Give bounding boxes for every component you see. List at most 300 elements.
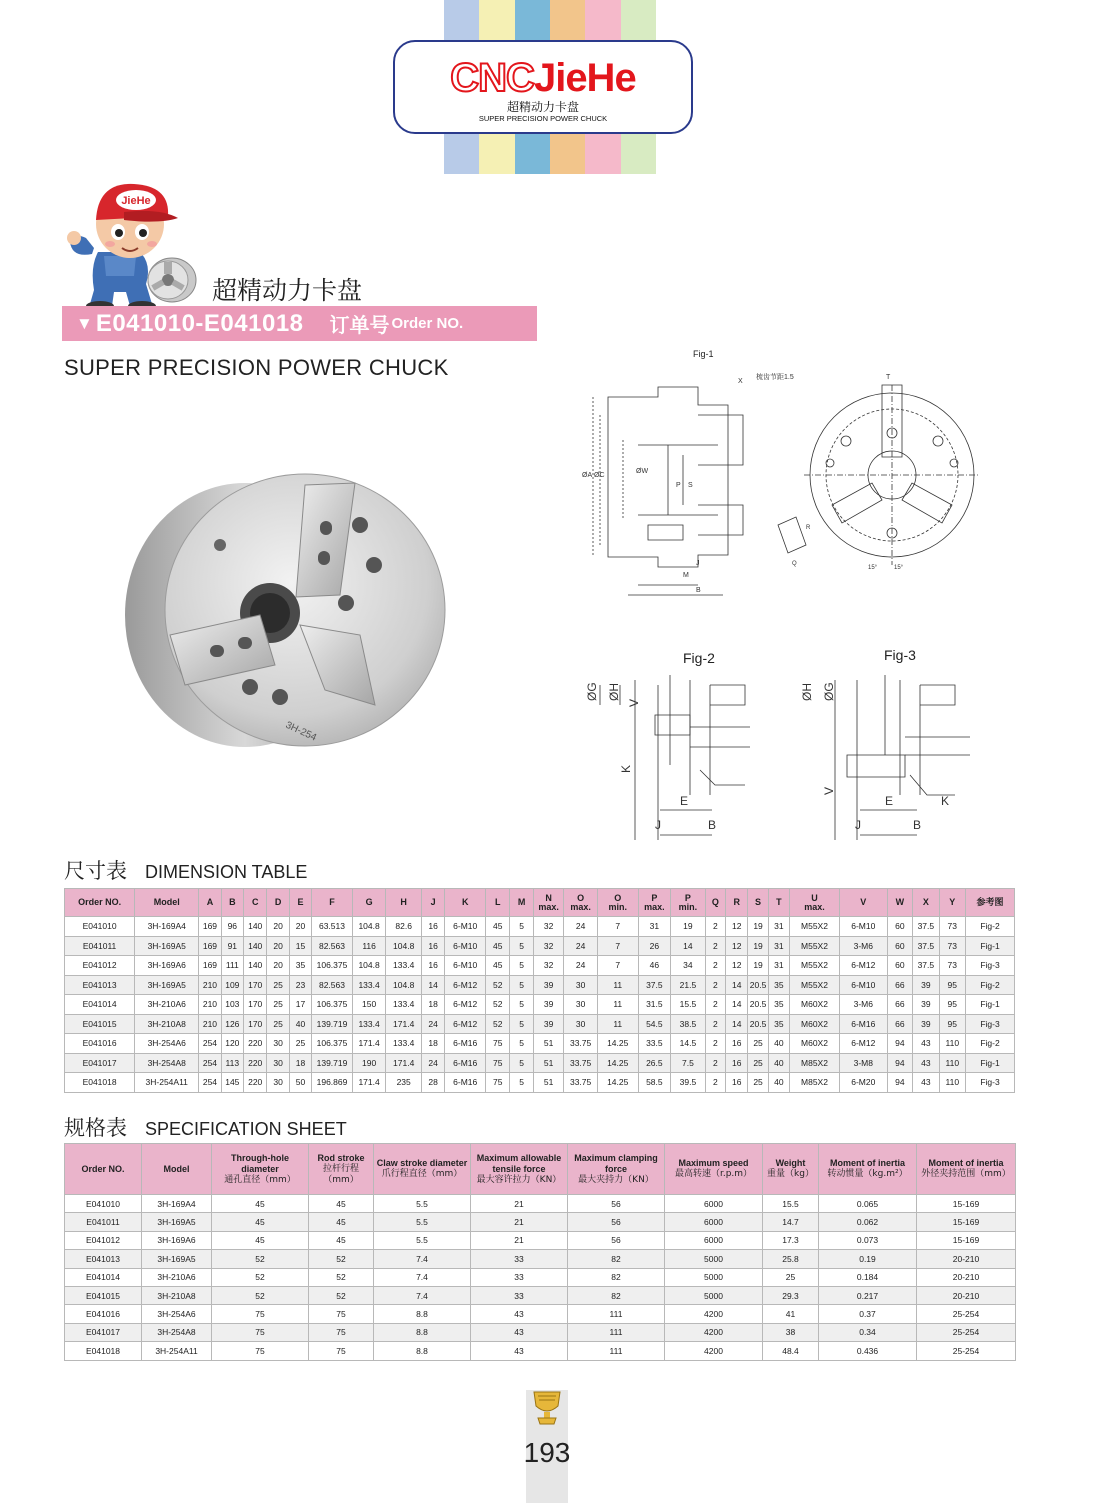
spec-cell: 3H-169A6 bbox=[142, 1231, 212, 1249]
spec-cell: 82 bbox=[568, 1286, 665, 1304]
dimension-col-header: F bbox=[312, 889, 353, 917]
svg-text:T: T bbox=[886, 374, 891, 381]
dimension-cell: 20 bbox=[289, 917, 311, 937]
spec-col-header-cn: 最大夹持力（KN） bbox=[578, 1174, 654, 1185]
dimension-cell: 6-M12 bbox=[839, 956, 887, 976]
spec-cell: 52 bbox=[309, 1250, 374, 1268]
dimension-cell: 5 bbox=[510, 995, 533, 1015]
dimension-cell: 94 bbox=[887, 1073, 912, 1093]
spec-col-header-en: Maximum clamping force bbox=[574, 1152, 658, 1174]
svg-text:B: B bbox=[708, 818, 717, 832]
spec-cell: 21 bbox=[471, 1231, 568, 1249]
dimension-col-header: S bbox=[748, 889, 768, 917]
dimension-cell: 66 bbox=[887, 995, 912, 1015]
dimension-cell: 104.8 bbox=[352, 956, 386, 976]
spec-cell: 56 bbox=[568, 1231, 665, 1249]
dimension-table-row bbox=[65, 1034, 1015, 1054]
spec-table-header bbox=[65, 1144, 1016, 1195]
svg-text:R: R bbox=[806, 525, 811, 531]
dimension-heading-en: DIMENSION TABLE bbox=[145, 862, 308, 882]
dimension-col-header: E bbox=[289, 889, 311, 917]
dimension-cell: 110 bbox=[939, 1073, 965, 1093]
dimension-col-header: A bbox=[199, 889, 221, 917]
spec-col-header bbox=[309, 1144, 374, 1195]
dimension-cell: 2 bbox=[705, 956, 725, 976]
dimension-col-header: G bbox=[352, 889, 386, 917]
dimension-table-row bbox=[65, 975, 1015, 995]
dimension-cell: 11 bbox=[597, 995, 638, 1015]
dimension-cell: 15 bbox=[289, 936, 311, 956]
spec-heading-cn: 规格表 bbox=[64, 1116, 127, 1140]
spec-cell: 8.8 bbox=[374, 1323, 471, 1341]
dimension-cell: 73 bbox=[939, 956, 965, 976]
dimension-col-header: J bbox=[421, 889, 444, 917]
dimension-cell: M60X2 bbox=[790, 1034, 840, 1054]
svg-text:B: B bbox=[913, 818, 922, 832]
spec-cell: E041018 bbox=[65, 1342, 142, 1360]
spec-cell: 111 bbox=[568, 1305, 665, 1323]
dimension-cell: 31 bbox=[768, 956, 789, 976]
dimension-cell: 14 bbox=[421, 975, 444, 995]
dimension-cell: 110 bbox=[939, 1053, 965, 1073]
svg-text:M: M bbox=[683, 572, 689, 579]
brand-wordmark bbox=[395, 56, 691, 100]
fig3-drawing bbox=[795, 645, 985, 840]
dimension-cell: 16 bbox=[726, 1053, 748, 1073]
dimension-cell: 24 bbox=[421, 1014, 444, 1034]
dimension-cell: 20.5 bbox=[748, 1014, 768, 1034]
dimension-cell: 25 bbox=[748, 1053, 768, 1073]
dimension-cell: 254 bbox=[199, 1034, 221, 1054]
dimension-cell: 5 bbox=[510, 956, 533, 976]
dimension-cell: 17 bbox=[289, 995, 311, 1015]
spec-col-header-en: Maximum speed bbox=[678, 1158, 749, 1168]
dimension-cell: 145 bbox=[221, 1073, 243, 1093]
spec-cell: 25.8 bbox=[763, 1250, 819, 1268]
spec-col-header bbox=[819, 1144, 917, 1195]
dimension-cell: 11 bbox=[597, 975, 638, 995]
dimension-cell: 35 bbox=[289, 956, 311, 976]
spec-cell: E041013 bbox=[65, 1250, 142, 1268]
dimension-col-header: P max. bbox=[638, 889, 671, 917]
spec-cell: 29.3 bbox=[763, 1286, 819, 1304]
svg-text:E: E bbox=[680, 794, 689, 808]
dimension-cell: 40 bbox=[768, 1053, 789, 1073]
dimension-cell: 3-M6 bbox=[839, 936, 887, 956]
dimension-cell: 96 bbox=[221, 917, 243, 937]
dimension-cell: 190 bbox=[352, 1053, 386, 1073]
spec-cell: 20-210 bbox=[917, 1250, 1016, 1268]
dimension-cell: E041010 bbox=[65, 917, 135, 937]
dimension-cell: 75 bbox=[486, 1053, 510, 1073]
dimension-cell: 20.5 bbox=[748, 975, 768, 995]
dimension-col-header: L bbox=[486, 889, 510, 917]
dimension-cell: 2 bbox=[705, 1034, 725, 1054]
dimension-cell: 20 bbox=[267, 936, 289, 956]
spec-cell: 6000 bbox=[665, 1213, 763, 1231]
dimension-cell: 120 bbox=[221, 1034, 243, 1054]
spec-col-header bbox=[142, 1144, 212, 1195]
dimension-cell: 30 bbox=[267, 1034, 289, 1054]
dimension-cell: 170 bbox=[244, 975, 267, 995]
dimension-cell: 5 bbox=[510, 1053, 533, 1073]
dimension-cell: M55X2 bbox=[790, 936, 840, 956]
dimension-cell: 140 bbox=[244, 936, 267, 956]
dimension-col-header: K bbox=[445, 889, 486, 917]
dimension-cell: 133.4 bbox=[386, 995, 422, 1015]
dimension-cell: 58.5 bbox=[638, 1073, 671, 1093]
spec-cell: 43 bbox=[471, 1323, 568, 1341]
dimension-cell: 37.5 bbox=[638, 975, 671, 995]
dimension-cell: Fig-1 bbox=[966, 936, 1015, 956]
spec-cell: E041017 bbox=[65, 1323, 142, 1341]
spec-cell: 4200 bbox=[665, 1323, 763, 1341]
svg-text:E: E bbox=[885, 794, 894, 808]
dimension-table-row bbox=[65, 936, 1015, 956]
spec-cell: 111 bbox=[568, 1323, 665, 1341]
dimension-cell: 20.5 bbox=[748, 995, 768, 1015]
dimension-cell: 3H-169A5 bbox=[135, 936, 199, 956]
dimension-col-header: O max. bbox=[564, 889, 598, 917]
spec-cell: 21 bbox=[471, 1195, 568, 1213]
dimension-cell: 52 bbox=[486, 995, 510, 1015]
spec-cell: 8.8 bbox=[374, 1342, 471, 1360]
spec-col-header-cn: 外径夹持范围（mm） bbox=[921, 1169, 1011, 1179]
dimension-cell: 6-M16 bbox=[445, 1034, 486, 1054]
spec-cell: 56 bbox=[568, 1213, 665, 1231]
spec-cell: 3H-210A8 bbox=[142, 1286, 212, 1304]
dimension-col-header: T bbox=[768, 889, 789, 917]
dimension-cell: 60 bbox=[887, 936, 912, 956]
fig1-label: Fig-1 bbox=[693, 349, 714, 359]
spec-cell: 45 bbox=[309, 1195, 374, 1213]
spec-cell: 25-254 bbox=[917, 1342, 1016, 1360]
dimension-cell: 6-M16 bbox=[839, 1014, 887, 1034]
dimension-cell: 45 bbox=[486, 917, 510, 937]
dimension-col-header: B bbox=[221, 889, 243, 917]
dimension-cell: 51 bbox=[533, 1034, 564, 1054]
dimension-cell: 45 bbox=[486, 956, 510, 976]
spec-cell: 45 bbox=[212, 1195, 309, 1213]
dimension-cell: 39 bbox=[533, 995, 564, 1015]
dimension-cell: 133.4 bbox=[352, 1014, 386, 1034]
dimension-col-header: X bbox=[913, 889, 939, 917]
dimension-table-row bbox=[65, 1014, 1015, 1034]
dimension-table-heading bbox=[64, 855, 307, 885]
dimension-cell: 16 bbox=[421, 956, 444, 976]
dimension-cell: 139.719 bbox=[312, 1053, 353, 1073]
spec-cell: E041014 bbox=[65, 1268, 142, 1286]
dimension-cell: 14 bbox=[726, 995, 748, 1015]
dimension-cell: 150 bbox=[352, 995, 386, 1015]
spec-col-header bbox=[665, 1144, 763, 1195]
spec-cell: 5.5 bbox=[374, 1213, 471, 1231]
spec-table-row bbox=[65, 1268, 1016, 1286]
dimension-cell: E041016 bbox=[65, 1034, 135, 1054]
dimension-cell: M85X2 bbox=[790, 1053, 840, 1073]
dimension-cell: 6-M10 bbox=[839, 917, 887, 937]
dimension-cell: 73 bbox=[939, 917, 965, 937]
dimension-cell: 6-M20 bbox=[839, 1073, 887, 1093]
dimension-cell: 6-M12 bbox=[445, 995, 486, 1015]
fig1-drawing bbox=[578, 345, 998, 600]
dimension-cell: 2 bbox=[705, 1014, 725, 1034]
svg-text:X: X bbox=[738, 378, 743, 385]
dimension-cell: 2 bbox=[705, 917, 725, 937]
dimension-cell: M55X2 bbox=[790, 956, 840, 976]
spec-cell: 7.4 bbox=[374, 1250, 471, 1268]
svg-text:V: V bbox=[822, 786, 836, 795]
dimension-cell: Fig-1 bbox=[966, 1053, 1015, 1073]
brand-jiehe: JieHe bbox=[533, 56, 636, 100]
spec-cell: 38 bbox=[763, 1323, 819, 1341]
product-title-en: SUPER PRECISION POWER CHUCK bbox=[64, 355, 449, 380]
spec-cell: E041012 bbox=[65, 1231, 142, 1249]
mascot-cap-text: JieHe bbox=[121, 195, 151, 207]
spec-cell: 25 bbox=[763, 1268, 819, 1286]
dimension-table-row bbox=[65, 1073, 1015, 1093]
dimension-cell: E041018 bbox=[65, 1073, 135, 1093]
spec-cell: 0.436 bbox=[819, 1342, 917, 1360]
dimension-cell: 171.4 bbox=[352, 1034, 386, 1054]
dimension-cell: E041015 bbox=[65, 1014, 135, 1034]
spec-cell: 33 bbox=[471, 1268, 568, 1286]
spec-col-header-en: Model bbox=[163, 1163, 190, 1174]
fig2-drawing bbox=[580, 645, 770, 840]
spec-cell: 52 bbox=[212, 1250, 309, 1268]
dimension-cell: 52 bbox=[486, 975, 510, 995]
spec-cell: 33 bbox=[471, 1250, 568, 1268]
spec-cell: 0.37 bbox=[819, 1305, 917, 1323]
spec-cell: 45 bbox=[309, 1213, 374, 1231]
dimension-cell: 3H-169A5 bbox=[135, 975, 199, 995]
dimension-cell: 32 bbox=[533, 917, 564, 937]
dimension-cell: 5 bbox=[510, 975, 533, 995]
dimension-cell: Fig-2 bbox=[966, 917, 1015, 937]
spec-cell: 3H-254A8 bbox=[142, 1323, 212, 1341]
spec-cell: 15-169 bbox=[917, 1195, 1016, 1213]
dimension-cell: 21.5 bbox=[671, 975, 706, 995]
dimension-cell: 14.25 bbox=[597, 1034, 638, 1054]
dimension-cell: 16 bbox=[421, 917, 444, 937]
dimension-cell: 26 bbox=[638, 936, 671, 956]
dimension-cell: 30 bbox=[267, 1073, 289, 1093]
dimension-col-header: R bbox=[726, 889, 748, 917]
spec-cell: 0.217 bbox=[819, 1286, 917, 1304]
dimension-cell: M85X2 bbox=[790, 1073, 840, 1093]
spec-cell: 6000 bbox=[665, 1231, 763, 1249]
spec-cell: 43 bbox=[471, 1305, 568, 1323]
triangle-down-icon: ▼ bbox=[76, 313, 93, 333]
dimension-cell: 95 bbox=[939, 1014, 965, 1034]
spec-cell: 52 bbox=[309, 1268, 374, 1286]
spec-cell: 4200 bbox=[665, 1305, 763, 1323]
dimension-cell: E041013 bbox=[65, 975, 135, 995]
dimension-cell: 40 bbox=[768, 1073, 789, 1093]
svg-text:J: J bbox=[855, 818, 861, 832]
dimension-cell: 7 bbox=[597, 917, 638, 937]
dimension-cell: 106.375 bbox=[312, 1034, 353, 1054]
spec-col-header bbox=[374, 1144, 471, 1195]
spec-col-header bbox=[65, 1144, 142, 1195]
dimension-cell: E041017 bbox=[65, 1053, 135, 1073]
dimension-cell: 2 bbox=[705, 1073, 725, 1093]
dimension-cell: M55X2 bbox=[790, 975, 840, 995]
spec-cell: 21 bbox=[471, 1213, 568, 1231]
spec-cell: 45 bbox=[212, 1213, 309, 1231]
brand-subtitle-en: SUPER PRECISION POWER CHUCK bbox=[478, 114, 608, 123]
dimension-col-header: Q bbox=[705, 889, 725, 917]
dimension-cell: 75 bbox=[486, 1034, 510, 1054]
spec-table-row bbox=[65, 1286, 1016, 1304]
dimension-cell: 254 bbox=[199, 1053, 221, 1073]
dimension-cell: 37.5 bbox=[913, 917, 939, 937]
dimension-cell: 2 bbox=[705, 975, 725, 995]
dimension-cell: 52 bbox=[486, 1014, 510, 1034]
dimension-col-header: U max. bbox=[790, 889, 840, 917]
spec-cell: 5.5 bbox=[374, 1195, 471, 1213]
dimension-cell: 51 bbox=[533, 1073, 564, 1093]
dimension-cell: 43 bbox=[913, 1073, 939, 1093]
svg-text:ØH: ØH bbox=[607, 683, 621, 701]
dimension-cell: 106.375 bbox=[312, 956, 353, 976]
chuck-product-image bbox=[110, 465, 540, 750]
spec-cell: 5.5 bbox=[374, 1231, 471, 1249]
dimension-cell: 2 bbox=[705, 995, 725, 1015]
dimension-cell: 82.6 bbox=[386, 917, 422, 937]
mascot-illustration bbox=[60, 172, 200, 310]
spec-col-header-en: Moment of inertia bbox=[829, 1158, 905, 1168]
dimension-cell: 31 bbox=[768, 936, 789, 956]
dimension-cell: 31.5 bbox=[638, 995, 671, 1015]
dimension-cell: 39.5 bbox=[671, 1073, 706, 1093]
spec-cell: 0.062 bbox=[819, 1213, 917, 1231]
spec-cell: 0.34 bbox=[819, 1323, 917, 1341]
dimension-col-header: O min. bbox=[597, 889, 638, 917]
dimension-cell: 110 bbox=[939, 1034, 965, 1054]
dimension-cell: 35 bbox=[768, 995, 789, 1015]
spec-table-row bbox=[65, 1231, 1016, 1249]
dimension-cell: 34 bbox=[671, 956, 706, 976]
spec-cell: 75 bbox=[309, 1323, 374, 1341]
dimension-cell: 16 bbox=[726, 1073, 748, 1093]
dimension-cell: Fig-3 bbox=[966, 1073, 1015, 1093]
spec-col-header-cn: 重量（kg） bbox=[767, 1169, 814, 1179]
order-label-en: Order NO. bbox=[391, 315, 464, 332]
dimension-cell: 38.5 bbox=[671, 1014, 706, 1034]
dimension-cell: 220 bbox=[244, 1034, 267, 1054]
dimension-cell: 3H-169A4 bbox=[135, 917, 199, 937]
dimension-cell: 23 bbox=[289, 975, 311, 995]
dimension-cell: 116 bbox=[352, 936, 386, 956]
spec-table-row bbox=[65, 1195, 1016, 1213]
dimension-cell: 73 bbox=[939, 936, 965, 956]
dimension-table-row bbox=[65, 917, 1015, 937]
spec-cell: 3H-254A11 bbox=[142, 1342, 212, 1360]
dimension-cell: 2 bbox=[705, 936, 725, 956]
dimension-cell: E041014 bbox=[65, 995, 135, 1015]
dimension-cell: 109 bbox=[221, 975, 243, 995]
spec-cell: 75 bbox=[309, 1342, 374, 1360]
spec-col-header bbox=[212, 1144, 309, 1195]
dimension-cell: 14 bbox=[726, 975, 748, 995]
dimension-cell: 140 bbox=[244, 956, 267, 976]
dimension-table-row bbox=[65, 995, 1015, 1015]
dimension-cell: 133.4 bbox=[386, 1034, 422, 1054]
svg-text:15°: 15° bbox=[894, 565, 904, 571]
spec-cell: 3H-169A5 bbox=[142, 1250, 212, 1268]
dimension-cell: 30 bbox=[267, 1053, 289, 1073]
spec-cell: 52 bbox=[212, 1286, 309, 1304]
dimension-cell: 6-M12 bbox=[445, 975, 486, 995]
dimension-cell: 94 bbox=[887, 1053, 912, 1073]
dimension-cell: 103 bbox=[221, 995, 243, 1015]
dimension-col-header: D bbox=[267, 889, 289, 917]
spec-col-header-en: Weight bbox=[775, 1158, 806, 1168]
spec-cell: 7.4 bbox=[374, 1286, 471, 1304]
order-label-cn: 订单号 bbox=[329, 313, 390, 337]
spec-col-header-en: Maximum allowable tensile force bbox=[476, 1152, 562, 1174]
dimension-cell: 18 bbox=[289, 1053, 311, 1073]
dimension-cell: 12 bbox=[726, 917, 748, 937]
spec-cell: 4200 bbox=[665, 1342, 763, 1360]
dimension-cell: 40 bbox=[768, 1034, 789, 1054]
dimension-cell: 94 bbox=[887, 1034, 912, 1054]
spec-cell: 3H-169A5 bbox=[142, 1213, 212, 1231]
dimension-cell: 33.75 bbox=[564, 1034, 598, 1054]
dimension-cell: 31 bbox=[768, 917, 789, 937]
dimension-cell: 169 bbox=[199, 917, 221, 937]
fig3-label: Fig-3 bbox=[884, 647, 916, 663]
spec-table bbox=[64, 1143, 1016, 1361]
dimension-cell: E041012 bbox=[65, 956, 135, 976]
dimension-cell: 60 bbox=[887, 917, 912, 937]
dimension-cell: 25 bbox=[748, 1034, 768, 1054]
spec-table-row bbox=[65, 1342, 1016, 1360]
dimension-cell: 220 bbox=[244, 1053, 267, 1073]
spec-col-header bbox=[917, 1144, 1016, 1195]
dimension-cell: 139.719 bbox=[312, 1014, 353, 1034]
dimension-cell: 39 bbox=[533, 1014, 564, 1034]
svg-text:J: J bbox=[696, 560, 700, 567]
dimension-cell: 210 bbox=[199, 1014, 221, 1034]
chuck-marking: 3H-254 bbox=[283, 719, 319, 744]
dimension-col-header: Order NO. bbox=[65, 889, 135, 917]
svg-text:P: P bbox=[676, 482, 681, 489]
dimension-cell: 46 bbox=[638, 956, 671, 976]
dimension-cell: 18 bbox=[421, 1034, 444, 1054]
dimension-cell: 16 bbox=[421, 936, 444, 956]
spec-cell: E041010 bbox=[65, 1195, 142, 1213]
fig2-label: Fig-2 bbox=[683, 650, 715, 666]
dimension-cell: M55X2 bbox=[790, 917, 840, 937]
dimension-table bbox=[64, 888, 1015, 1093]
dimension-cell: 111 bbox=[221, 956, 243, 976]
dimension-cell: 45 bbox=[486, 936, 510, 956]
spec-cell: 14.7 bbox=[763, 1213, 819, 1231]
spec-cell: 41 bbox=[763, 1305, 819, 1323]
dimension-cell: 24 bbox=[421, 1053, 444, 1073]
brand-logo bbox=[393, 40, 693, 134]
dimension-cell: 170 bbox=[244, 995, 267, 1015]
dimension-cell: 3H-254A6 bbox=[135, 1034, 199, 1054]
spec-cell: 3H-169A4 bbox=[142, 1195, 212, 1213]
dimension-cell: 32 bbox=[533, 936, 564, 956]
dimension-cell: 106.375 bbox=[312, 995, 353, 1015]
dimension-cell: 24 bbox=[564, 936, 598, 956]
spec-table-row bbox=[65, 1305, 1016, 1323]
spec-cell: 52 bbox=[309, 1286, 374, 1304]
